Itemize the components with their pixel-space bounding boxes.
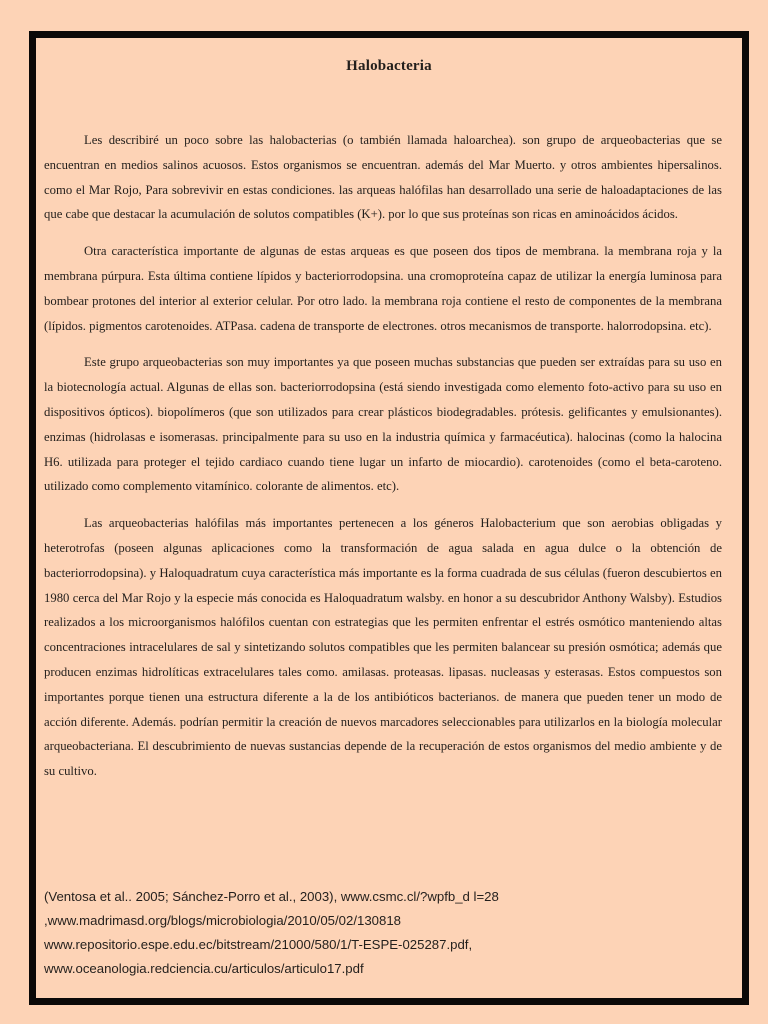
paragraph-biotechnology: Este grupo arqueobacterias son muy importantes ya que poseen muchas substancias que pueden ser extraídas para su uso en la biotecnología actual. Algunas de ellas son. bacteriorrodopsina (está siendo investigada como elemento foto-activo para su uso en dispositivos ópticos). biopolímeros (que son utilizados para crear plásticos biodegradables. prótesis. gelificantes y emulsionantes). enzimas (hidrolasas e isomerasas. principalmente para su uso en la industria química y farmacéutica). halocinas (como la halocina H6. utilizada para proteger el tejido cardiaco cuando tiene lugar un infarto de miocardio). carotenoides (como el beta-caroteno. utilizado como complemento vitamínico. colorante de alimentos. etc). xyxy=(44,355,722,494)
document-body xyxy=(44,128,722,796)
reference-line: ,www.madrimasd.org/blogs/microbiologia/2010/05/02/130818 xyxy=(44,913,402,928)
document-frame xyxy=(29,31,749,1005)
reference-line: www.repositorio.espe.edu.ec/bitstream/21000/580/1/T-ESPE-025287.pdf, xyxy=(44,937,473,952)
paragraph-genera: Las arqueobacterias halófilas más importantes pertenecen a los géneros Halobacterium que son aerobias obligadas y heterotrofas (poseen algunas aplicaciones como la transformación de agua salada en agua dulce o la obtención de bacteriorrodopsina). y Haloquadratum cuya característica más importante es la forma cuadrada de sus células (fueron descubiertos en 1980 cerca del Mar Rojo y la especie más conocida es Haloquadratum walsby. en honor a su descubridor Anthony Walsby). Estudios realizados a los microorganismos halófilos cuentan con estrategias que les permiten enfrentar el estrés osmótico manteniendo altas concentraciones intracelulares de sal y sintetizando solutos compatibles que les permiten balancear su presión osmótica; además que producen enzimas hidrolíticas extracelulares tales como. amilasas. proteasas. lipasas. nucleasas y esterasas. Estos compuestos son importantes porque tienen una estructura diferente a la de los antibióticos bacterianos. de manera que pueden tener un modo de acción diferente. Además. podrían permitir la creación de nuevos marcadores seleccionables para utilizarlos en la biología molecular arqueobacteriana. El descubrimiento de nuevas sustancias depende de la recuperación de estos organismos del medio ambiente y de su cultivo. xyxy=(44,516,722,779)
reference-line: (Ventosa et al.. 2005; Sánchez-Porro et al., 2003), www.csmc.cl/?wpfb_d l=28 xyxy=(44,889,499,904)
document-title: Halobacteria xyxy=(346,58,432,74)
paragraph-membranes: Otra característica importante de algunas de estas arqueas es que poseen dos tipos de membrana. la membrana roja y la membrana púrpura. Esta última contiene lípidos y bacteriorrodopsina. una cromoproteína capaz de utilizar la energía luminosa para bombear protones del interior al exterior celular. Por otro lado. la membrana roja contiene el resto de componentes de la membrana (lípidos. pigmentos carotenoides. ATPasa. cadena de transporte de electrones. otros mecanismos de transporte. halorrodopsina. etc). xyxy=(44,244,722,333)
paragraph-intro: Les describiré un poco sobre las halobacterias (o también llamada haloarchea). son grupo de arqueobacterias que se encuentran en medios salinos acuosos. Estos organismos se encuentran. además del Mar Muerto. y otros ambientes hipersalinos. como el Mar Rojo, Para sobrevivir en estas condiciones. las arqueas halófilas han desarrollado una serie de haloadaptaciones de las que cabe que destacar la acumulación de solutos compatibles (K+). por lo que sus proteínas son ricas en aminoácidos ácidos. xyxy=(44,133,722,222)
reference-line: www.oceanologia.redciencia.cu/articulos/articulo17.pdf xyxy=(44,961,364,976)
references xyxy=(44,885,722,981)
